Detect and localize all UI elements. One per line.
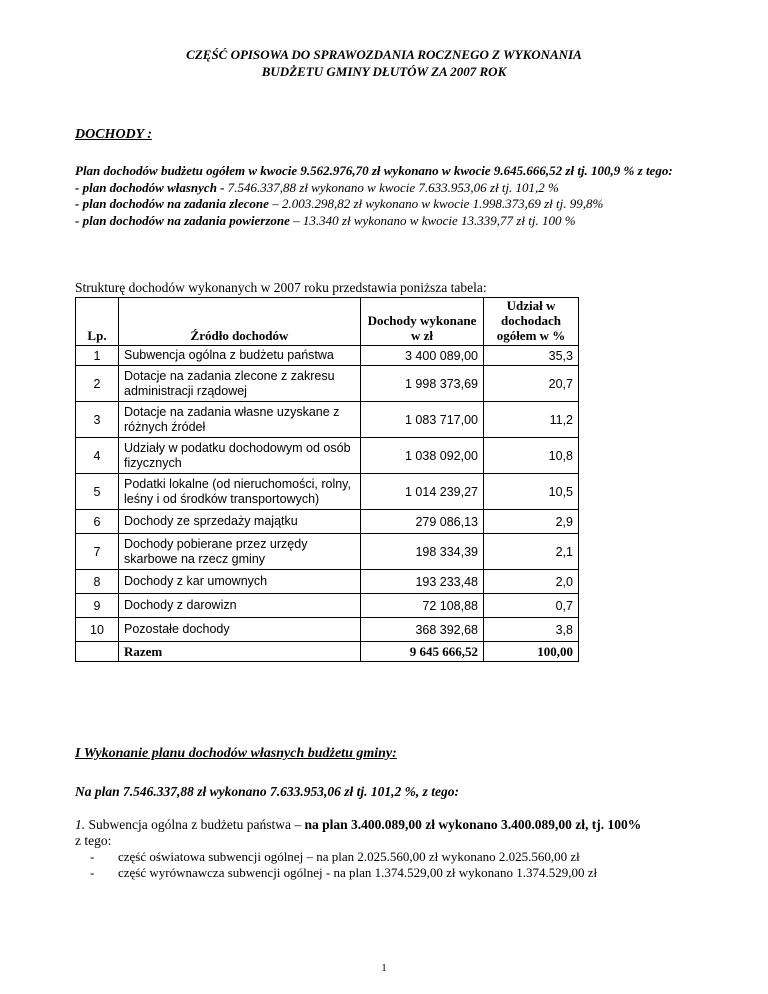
row-source: Dotacje na zadania własne uzyskane z różnych źródeł <box>119 402 361 438</box>
entrusted-income-values: – 13.340 zł wykonano w kwocie 13.339,77 zł tj. 100 % <box>289 212 576 228</box>
document-title-line-1: CZĘŚĆ OPISOWA DO SPRAWOZDANIA ROCZNEGO Z WYKONANIA <box>186 47 582 62</box>
page-number: 1 <box>381 962 387 974</box>
table-body <box>76 346 579 662</box>
total-share: 100,00 <box>484 642 579 662</box>
row-source: Dochody pobierane przez urzędy skarbowe na rzecz gminy <box>119 534 361 570</box>
subsidy-bullets <box>90 849 597 881</box>
table-row <box>76 534 579 570</box>
total-amount: 9 645 666,52 <box>361 642 484 662</box>
table-row <box>76 402 579 438</box>
row-share: 35,3 <box>484 346 579 366</box>
row-share: 11,2 <box>484 402 579 438</box>
table-row <box>76 366 579 402</box>
table-row <box>76 346 579 366</box>
row-share: 3,8 <box>484 618 579 642</box>
row-share: 0,7 <box>484 594 579 618</box>
row-amount: 1 998 373,69 <box>361 366 484 402</box>
commissioned-income-line <box>75 196 715 213</box>
table-header-row <box>76 298 579 346</box>
entrusted-income-label: - plan dochodów na zadania powierzone <box>75 212 290 228</box>
subsidy-item-values: na plan 3.400.089,00 zł wykonano 3.400.089,00 zł, tj. 100% <box>304 817 642 832</box>
table-row <box>76 618 579 642</box>
section1-plan-line: Na plan 7.546.337,88 zł wykonano 7.633.953,06 zł tj. 101,2 %, z tego: <box>75 784 460 799</box>
row-lp: 5 <box>76 474 119 510</box>
row-source: Podatki lokalne (od nieruchomości, rolny, leśny i od środków transportowych) <box>119 474 361 510</box>
table-row <box>76 474 579 510</box>
row-share: 2,9 <box>484 510 579 534</box>
row-lp: 2 <box>76 366 119 402</box>
subsidy-item-tail: z tego: <box>75 833 112 848</box>
own-income-line <box>75 180 715 197</box>
row-amount: 1 083 717,00 <box>361 402 484 438</box>
row-lp: 6 <box>76 510 119 534</box>
income-summary <box>75 163 715 229</box>
row-lp: 4 <box>76 438 119 474</box>
structure-intro: Strukturę dochodów wykonanych w 2007 roku przedstawia poniższa tabela: <box>75 280 487 295</box>
row-amount: 193 233,48 <box>361 570 484 594</box>
commissioned-income-values: – 2.003.298,82 zł wykonano w kwocie 1.998.373,69 zł tj. 99,8% <box>268 196 604 211</box>
row-lp: 9 <box>76 594 119 618</box>
row-source: Udziały w podatku dochodowym od osób fizycznych <box>119 438 361 474</box>
total-lp <box>76 642 119 662</box>
subsidy-item-number: 1. <box>75 817 86 832</box>
row-amount: 368 392,68 <box>361 618 484 642</box>
row-share: 10,8 <box>484 438 579 474</box>
income-heading: DOCHODY : <box>75 127 152 142</box>
own-income-label: - plan dochodów własnych - <box>75 179 228 195</box>
table-row <box>76 594 579 618</box>
bullet-educational: część oświatowa subwencji ogólnej – na plan 2.025.560,00 zł wykonano 2.025.560,00 zł <box>118 849 580 864</box>
row-source: Dochody z kar umownych <box>119 570 361 594</box>
list-item: - część wyrównawcza subwencji ogólnej - na plan 1.374.529,00 zł wykonano 1.374.529,00 zł <box>90 865 598 880</box>
subsidy-item-text: Subwencja ogólna z budżetu państwa – <box>85 817 305 832</box>
row-amount: 279 086,13 <box>361 510 484 534</box>
commissioned-income-label: - plan dochodów na zadania zlecone <box>75 196 269 211</box>
row-source: Dotacje na zadania zlecone z zakresu administracji rządowej <box>119 366 361 402</box>
row-lp: 1 <box>76 346 119 366</box>
table-row <box>76 570 579 594</box>
bullet-equalizing: część wyrównawcza subwencji ogólnej - na plan 1.374.529,00 zł wykonano 1.374.529,00 zł <box>118 865 598 880</box>
row-source: Dochody z darowizn <box>119 594 361 618</box>
list-item: - część oświatowa subwencji ogólnej – na plan 2.025.560,00 zł wykonano 2.025.560,00 zł <box>90 849 580 864</box>
table-row <box>76 510 579 534</box>
section1-heading: I Wykonanie planu dochodów własnych budżetu gminy: <box>75 746 397 761</box>
row-lp: 7 <box>76 534 119 570</box>
subsidy-item <box>75 817 735 849</box>
row-share: 20,7 <box>484 366 579 402</box>
row-amount: 198 334,39 <box>361 534 484 570</box>
entrusted-income-line <box>75 213 715 230</box>
row-lp: 8 <box>76 570 119 594</box>
row-amount: 72 108,88 <box>361 594 484 618</box>
header-source: Źródło dochodów <box>119 298 361 346</box>
row-lp: 10 <box>76 618 119 642</box>
income-structure-table <box>75 297 579 662</box>
table-row <box>76 438 579 474</box>
row-share: 2,1 <box>484 534 579 570</box>
row-amount: 3 400 089,00 <box>361 346 484 366</box>
total-plan-line: Plan dochodów budżetu ogółem w kwocie 9.562.976,70 zł wykonano w kwocie 9.645.666,52 zł tj. 100,9 % z tego: <box>75 163 673 178</box>
row-source: Pozostałe dochody <box>119 618 361 642</box>
table-total-row <box>76 642 579 662</box>
row-amount: 1 014 239,27 <box>361 474 484 510</box>
row-amount: 1 038 092,00 <box>361 438 484 474</box>
document-title-line-2: BUDŻETU GMINY DŁUTÓW ZA 2007 ROK <box>261 64 507 79</box>
row-lp: 3 <box>76 402 119 438</box>
total-label: Razem <box>119 642 361 662</box>
row-source: Dochody ze sprzedaży majątku <box>119 510 361 534</box>
row-share: 2,0 <box>484 570 579 594</box>
row-share: 10,5 <box>484 474 579 510</box>
header-share: Udział w dochodach ogółem w % <box>484 298 579 346</box>
header-lp: Lp. <box>76 298 119 346</box>
own-income-values: 7.546.337,88 zł wykonano w kwocie 7.633.953,06 zł tj. 101,2 % <box>227 179 559 195</box>
row-source: Subwencja ogólna z budżetu państwa <box>119 346 361 366</box>
header-amount: Dochody wykonane w zł <box>361 298 484 346</box>
